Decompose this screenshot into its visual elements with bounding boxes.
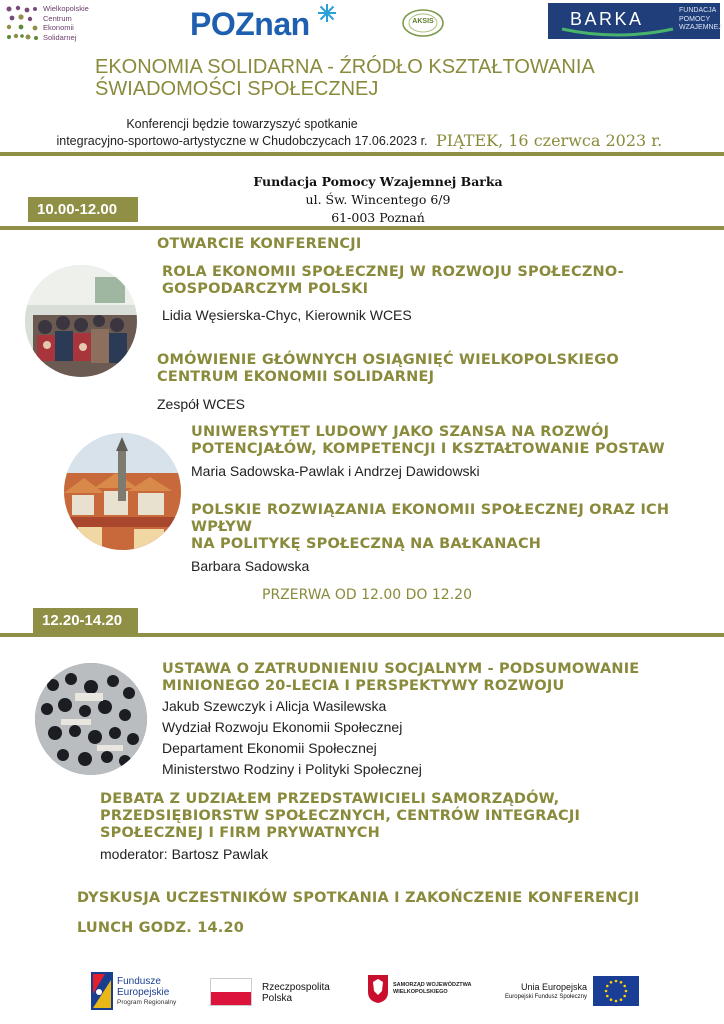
venue-city: 61-003 Poznań [331, 210, 425, 225]
agenda-title-line: MINIONEGO 20-LECIA I PERSPEKTYWY ROZWOJU [162, 678, 565, 694]
ue-text: Unia Europejska [520, 982, 587, 992]
agenda-title-line: POTENCJAŁÓW, KOMPETENCJI I KSZTAŁTOWANIE POSTAW [191, 441, 665, 457]
agenda-title-line: ROLA EKONOMII SPOŁECZNEJ W ROZWOJU SPOŁECZNO- [162, 264, 624, 280]
samorzad-text: WIELKOPOLSKIEGO [393, 989, 448, 995]
speaker: Lidia Węsierska-Chyc, Kierownik WCES [162, 307, 412, 323]
footer-logos [85, 968, 645, 1016]
eagle-shield-icon [367, 974, 389, 1004]
samorzad-text: SAMORZĄD WOJEWÓDZTWA [393, 982, 472, 988]
venue-street: ul. Św. Wincentego 6/9 [305, 192, 451, 207]
fe-logo-icon [91, 972, 113, 1010]
agenda-item [100, 791, 580, 864]
aksjs-text: AKSIS [412, 18, 434, 25]
speaker: Zespół WCES [157, 396, 245, 412]
speaker-line: Jakub Szewczyk i Alicja Wasilewska [162, 698, 387, 714]
break-text: PRZERWA OD 12.00 DO 12.20 [262, 587, 472, 603]
speaker-line: Departament Ekonomii Społecznej [162, 740, 377, 756]
conference-photo [25, 265, 137, 377]
title-line: ŚWIADOMOŚCI SPOŁECZNEJ [95, 78, 379, 100]
poznan-logo [190, 4, 345, 42]
wces-line: Centrum [43, 13, 72, 23]
crowd-photo [35, 663, 147, 775]
star-icon [318, 4, 336, 22]
agenda-item [162, 661, 639, 780]
fe-text: Europejskie [117, 987, 170, 998]
speaker: Maria Sadowska-Pawlak i Andrzej Dawidowski [191, 463, 480, 479]
agenda-item [157, 352, 619, 414]
barka-sub: FUNDACJA [679, 7, 717, 14]
agenda-title-line: USTAWA O ZATRUDNIENIU SOCJALNYM - PODSUMOWANIE [162, 661, 640, 677]
wces-line: Solidarnej [43, 32, 77, 42]
agenda-title-line: NA POLITYKĘ SPOŁECZNĄ NA BAŁKANACH [191, 536, 542, 552]
session2-time-badge: 12.20-14.20 [33, 608, 138, 633]
agenda-title-line: CENTRUM EKONOMII SOLIDARNEJ [157, 369, 435, 385]
intro-line: Konferencji będzie towarzyszyć spotkanie [126, 117, 358, 131]
speaker-line: Wydział Rozwoju Ekonomii Społecznej [162, 719, 403, 735]
city-photo [64, 433, 181, 550]
aksjs-logo [400, 8, 446, 38]
agenda-title-line: DEBATA Z UDZIAŁEM PRZEDSTAWICIELI SAMORZĄDÓW, [100, 791, 560, 807]
intro-text [37, 116, 447, 150]
discussion-heading: DYSKUSJA UCZESTNIKÓW SPOTKANIA I ZAKOŃCZENIE KONFERENCJI [77, 890, 640, 906]
moderator: moderator: Bartosz Pawlak [100, 846, 269, 862]
barka-sub: POMOCY [679, 15, 711, 23]
wces-line: Ekonomii [43, 23, 74, 32]
eu-flag-icon [593, 976, 639, 1006]
agenda-item [162, 264, 624, 325]
ue-sub: Europejski Fundusz Społeczny [504, 994, 587, 1000]
barka-sub: WZAJEMNEJ [679, 24, 722, 31]
speaker: Barbara Sadowska [191, 558, 310, 574]
barka-logo [548, 3, 720, 39]
wces-dots-icon [4, 4, 40, 42]
rp-text: Rzeczpospolita [262, 982, 330, 993]
opening-heading: OTWARCIE KONFERENCJI [157, 236, 362, 252]
wces-line: Wielkopolskie [43, 4, 89, 13]
divider [0, 633, 724, 637]
barka-name: BARKA [570, 9, 644, 29]
speaker-line: Ministerstwo Rodziny i Polityki Społecznej [162, 761, 422, 777]
title-line: EKONOMIA SOLIDARNA - ŹRÓDŁO KSZTAŁTOWANIA [95, 56, 595, 78]
rp-text: Polska [262, 993, 293, 1004]
agenda-title-line: OMÓWIENIE GŁÓWNYCH OSIĄGNIĘĆ WIELKOPOLSKIEGO [157, 352, 619, 368]
page-title [95, 56, 595, 100]
agenda-title-line: GOSPODARCZYM POLSKI [162, 281, 369, 297]
wces-logo [4, 4, 99, 44]
fe-text: Fundusze [117, 976, 161, 987]
divider [0, 226, 724, 230]
barka-wave-icon [560, 27, 675, 37]
agenda-title-line: SPOŁECZNEJ I FIRM PRYWATNYCH [100, 825, 380, 841]
fe-sub: Program Regionalny [117, 999, 177, 1006]
agenda-item [191, 424, 665, 481]
agenda-title-line: PRZEDSIĘBIORSTW SPOŁECZNYCH, CENTRÓW INTEGRACJI [100, 808, 581, 824]
polish-flag [210, 978, 252, 1006]
venue-block [238, 173, 518, 227]
lunch-heading: LUNCH GODZ. 14.20 [77, 920, 245, 936]
session1-time-badge: 10.00-12.00 [28, 197, 138, 222]
event-date: PIĄTEK, 16 czerwca 2023 r. [436, 131, 663, 150]
agenda-title-line: UNIWERSYTET LUDOWY JAKO SZANSA NA ROZWÓJ [191, 424, 610, 440]
venue-name: Fundacja Pomocy Wzajemnej Barka [253, 174, 503, 189]
agenda-title-line: POLSKIE ROZWIĄZANIA EKONOMII SPOŁECZNEJ ORAZ ICH WPŁYW [191, 502, 670, 535]
agenda-item [191, 502, 724, 576]
divider [0, 152, 724, 156]
intro-line: integracyjno-sportowo-artystyczne w Chudobczycach 17.06.2023 r. [56, 134, 428, 148]
poznan-text: POZnan [190, 6, 310, 42]
